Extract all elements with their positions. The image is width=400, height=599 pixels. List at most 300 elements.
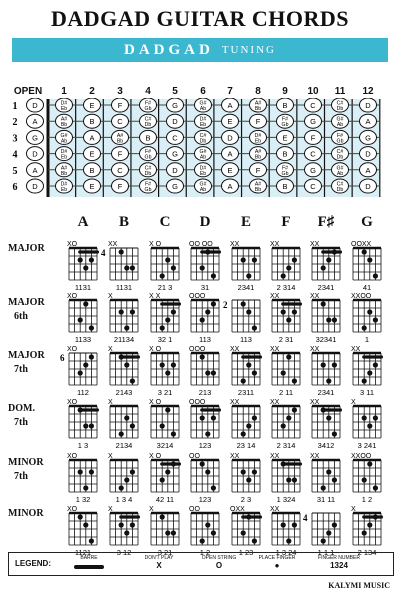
svg-text:F#: F# [144,149,152,156]
svg-text:1: 1 [364,335,370,344]
svg-text:C: C [310,149,316,159]
svg-text:32 1: 32 1 [157,335,173,344]
chord-diagram [270,506,300,557]
svg-text:Ab: Ab [336,170,344,177]
chord-diagram [270,399,300,450]
note-bubble [222,114,239,128]
svg-text:Eb: Eb [60,187,68,193]
note-bubble [332,163,349,177]
svg-text:2: 2 [223,300,228,310]
svg-text:D#: D# [60,181,68,188]
svg-text:Bb: Bb [60,122,68,129]
fret-number: 6 [200,86,206,97]
svg-text:OOO: OOO [189,293,206,300]
row-label: MINOR [8,508,44,519]
svg-text:XO: XO [67,453,78,460]
svg-text:G: G [310,117,316,127]
svg-text:XX: XX [310,241,320,248]
svg-text:E: E [89,101,95,110]
svg-text:X X: X X [149,293,161,300]
note-bubble [195,147,212,161]
svg-text:XX: XX [270,506,280,513]
chord-diagram [108,399,138,450]
svg-text:A: A [365,165,371,175]
string-number: 6 [12,182,18,193]
note-bubble [84,130,101,144]
chord-diagram [270,453,302,504]
chord-diagram [230,346,262,397]
note-bubble [360,114,377,128]
svg-text:Ab: Ab [199,154,207,161]
note-bubble [277,130,294,144]
svg-text:G: G [365,133,371,143]
chord-diagram [230,241,260,292]
svg-text:G: G [172,101,178,110]
svg-text:Db: Db [199,138,207,145]
note-bubble [27,147,44,161]
svg-text:XO: XO [67,241,78,248]
svg-text:A#: A# [254,100,262,107]
string-number: 4 [12,149,18,161]
note-bubble [332,147,349,161]
svg-text:B: B [89,165,95,175]
svg-text:42 11: 42 11 [155,495,175,504]
note-bubble [305,147,322,161]
svg-text:Bb: Bb [60,170,68,177]
svg-text:Gb: Gb [281,122,289,129]
chord-diagram [270,346,300,397]
legend-item: BARRE [64,555,114,569]
brand-label: KALYMI MUSIC [328,581,390,590]
svg-text:F: F [310,133,316,143]
note-bubble [222,147,239,161]
svg-text:D: D [365,182,371,191]
svg-text:D#: D# [254,132,262,139]
note-bubble [250,114,267,128]
svg-text:C: C [310,101,316,110]
note-bubble [360,98,377,112]
chord-diagram [351,293,381,344]
svg-text:XXOO: XXOO [351,293,372,300]
fret-number: 8 [255,86,261,97]
note-bubble [56,114,73,128]
svg-text:D: D [227,133,233,143]
chord-name-a: A [77,214,89,230]
fretboard-diagram [0,98,400,198]
svg-text:XX: XX [230,453,240,460]
svg-text:C: C [172,133,178,143]
chord-diagram [351,241,381,292]
note-bubble [222,163,239,177]
svg-text:XO: XO [67,506,78,513]
chord-diagram [303,513,340,557]
svg-text:G#: G# [336,116,344,123]
note-bubble [112,114,129,128]
chord-diagram [149,399,179,450]
note-bubble [360,163,377,177]
svg-text:2 3: 2 3 [240,495,252,504]
chord-diagram [230,453,260,504]
svg-text:D#: D# [60,100,68,107]
svg-text:1 2: 1 2 [199,548,211,557]
svg-text:XO: XO [67,399,78,406]
svg-text:C: C [117,165,123,175]
svg-text:X O: X O [149,241,162,248]
svg-text:XX: XX [351,346,361,353]
svg-text:B: B [145,133,151,143]
svg-text:F: F [255,117,261,127]
note-bubble [112,179,129,193]
svg-text:E: E [89,149,95,159]
svg-text:21134: 21134 [113,335,135,344]
note-bubble [84,114,101,128]
chord-diagram [108,506,140,557]
svg-text:Ab: Ab [199,187,207,193]
svg-text:Gb: Gb [281,170,289,177]
note-bubble [27,179,44,193]
tuning-banner [12,38,388,62]
chord-diagram [310,241,342,292]
note-bubble [332,130,349,144]
svg-text:XX: XX [310,453,320,460]
svg-text:XX: XX [270,453,280,460]
svg-text:1 3 4: 1 3 4 [115,495,133,504]
chord-diagram [230,506,262,557]
fret-number: 11 [334,86,346,97]
note-bubble [140,163,157,177]
svg-text:C#: C# [336,181,344,188]
chord-diagram [310,399,342,450]
note-bubble [167,147,184,161]
svg-text:F#: F# [281,165,289,172]
note-bubble [112,98,129,112]
svg-text:X: X [351,506,356,513]
chord-diagram [223,300,260,344]
note-bubble [360,130,377,144]
chord-diagram [310,346,340,397]
svg-text:3 12: 3 12 [116,548,132,557]
row-label: MINOR 7th [8,457,44,482]
tuning-name: DADGAD [123,41,214,58]
chord-diagram [60,346,97,397]
chord-diagram [351,506,383,557]
svg-text:X: X [108,293,113,300]
note-bubble [305,179,322,193]
svg-text:D#: D# [60,149,68,156]
note-bubble [27,98,44,112]
note-bubble [167,98,184,112]
note-bubble [56,130,73,144]
chord-diagram [270,293,302,344]
chord-name-f: F [281,214,291,230]
svg-text:D: D [172,165,178,175]
note-bubble [360,147,377,161]
note-bubble [305,114,322,128]
svg-text:F: F [117,101,123,110]
svg-text:Bb: Bb [254,106,262,112]
svg-text:Eb: Eb [60,154,68,161]
svg-text:2 11: 2 11 [278,388,294,397]
chord-name-g: G [361,214,373,230]
svg-text:B: B [89,117,95,127]
note-bubble [140,98,157,112]
row-label: MAJOR [8,243,45,254]
svg-text:1 2: 1 2 [361,495,373,504]
note-bubble [195,114,212,128]
svg-text:C#: C# [144,116,152,123]
svg-text:Eb: Eb [254,138,262,145]
chord-diagram [67,453,97,504]
svg-text:OO: OO [189,453,200,460]
fret-number-header [0,86,400,98]
note-bubble [222,98,239,112]
svg-text:3412: 3412 [317,441,335,450]
row-label: MAJOR 6th [8,297,45,322]
chord-diagram [189,293,219,344]
svg-text:A: A [227,149,233,159]
svg-text:B: B [282,101,288,110]
note-bubble [167,163,184,177]
svg-text:A: A [227,182,233,191]
svg-text:D: D [365,149,371,159]
svg-text:C#: C# [336,149,344,156]
svg-text:X O: X O [149,346,162,353]
svg-text:XXOO: XXOO [351,453,372,460]
note-bubble [195,98,212,112]
chord-name-fsharp: F♯ [317,214,335,230]
svg-text:4: 4 [101,248,106,258]
svg-text:F#: F# [281,116,289,123]
svg-text:A#: A# [60,165,68,172]
svg-text:G#: G# [336,165,344,172]
svg-text:31: 31 [200,283,210,292]
svg-text:A#: A# [254,149,262,156]
svg-text:F#: F# [144,100,152,107]
svg-text:2311: 2311 [237,388,255,397]
svg-text:XX: XX [230,346,240,353]
svg-text:E: E [227,117,233,127]
svg-text:41: 41 [362,283,372,292]
string-number: 3 [12,133,18,145]
svg-text:Gb: Gb [336,138,344,145]
note-bubble [195,163,212,177]
svg-text:Eb: Eb [199,122,207,129]
svg-text:OOO: OOO [189,399,206,406]
note-bubble [332,179,349,193]
svg-text:2 314: 2 314 [276,441,296,450]
svg-text:123: 123 [198,441,212,450]
svg-text:X: X [108,506,113,513]
svg-text:XX: XX [310,346,320,353]
svg-text:X O: X O [149,399,162,406]
svg-text:1 1 1: 1 1 1 [317,548,335,557]
tuning-label: TUNING [221,44,276,56]
svg-text:113: 113 [240,335,252,344]
svg-text:X O: X O [149,453,162,460]
svg-text:4: 4 [303,513,308,523]
svg-text:G: G [172,182,178,191]
svg-text:G: G [32,133,38,143]
svg-text:C#: C# [144,165,152,172]
fret-number: 3 [117,86,123,97]
svg-text:Ab: Ab [336,122,344,129]
svg-text:1131: 1131 [74,283,92,292]
note-bubble [112,147,129,161]
note-bubble [305,130,322,144]
svg-text:B: B [282,182,288,191]
note-bubble [140,114,157,128]
svg-text:G#: G# [199,181,207,188]
note-bubble [84,147,101,161]
chord-diagram [149,293,181,344]
chord-diagram [351,346,383,397]
svg-text:E: E [89,182,95,191]
svg-text:1 3 24: 1 3 24 [275,548,297,557]
note-bubble [250,130,267,144]
string-number: 5 [12,165,18,177]
note-bubble [360,179,377,193]
svg-text:F: F [117,182,123,191]
svg-text:Gb: Gb [144,187,152,193]
chord-diagram [310,453,340,504]
chord-diagram [149,506,179,557]
note-bubble [167,179,184,193]
svg-text:XX: XX [230,241,240,248]
svg-text:A: A [227,101,233,110]
svg-text:Db: Db [336,154,344,161]
chord-diagram [351,453,381,504]
note-bubble [305,98,322,112]
note-bubble [84,163,101,177]
note-bubble [84,179,101,193]
svg-text:E: E [282,133,288,143]
svg-text:A: A [89,133,95,143]
svg-text:Bb: Bb [254,154,262,161]
note-bubble [332,98,349,112]
svg-text:D: D [365,101,371,110]
svg-text:32341: 32341 [315,335,337,344]
svg-text:A#: A# [116,132,124,139]
svg-text:XX: XX [270,241,280,248]
fret-number: 7 [227,86,233,97]
svg-text:1 324: 1 324 [276,495,296,504]
note-bubble [167,130,184,144]
svg-text:6: 6 [60,353,65,363]
svg-text:2143: 2143 [115,388,133,397]
note-bubble [277,98,294,112]
svg-text:A#: A# [254,181,262,188]
note-bubble [305,163,322,177]
chord-diagram [310,293,340,344]
note-bubble [277,114,294,128]
chord-diagram [108,346,140,397]
note-bubble [84,98,101,112]
chord-diagram [270,241,300,292]
svg-text:Ab: Ab [199,106,207,112]
fret-number: 2 [89,86,95,97]
fret-number: 4 [145,86,151,97]
svg-text:F: F [117,149,123,159]
fret-number: 10 [307,86,319,97]
svg-text:213: 213 [198,388,212,397]
note-bubble [277,179,294,193]
chord-diagram [67,399,99,450]
svg-text:X: X [108,453,113,460]
chord-diagram [230,399,260,450]
row-label: MAJOR 7th [8,350,45,375]
svg-text:XX: XX [230,399,240,406]
svg-text:1 3: 1 3 [77,441,89,450]
svg-text:2 134: 2 134 [357,548,377,557]
svg-text:Ab: Ab [60,138,68,145]
note-bubble [195,179,212,193]
svg-text:Db: Db [336,106,344,112]
note-bubble [250,179,267,193]
svg-text:Bb: Bb [116,138,124,145]
svg-text:B: B [282,149,288,159]
chord-name-header [0,212,400,234]
svg-text:2 31: 2 31 [278,335,294,344]
svg-text:3 241: 3 241 [357,441,377,450]
chord-diagram [189,506,219,557]
svg-text:OOO: OOO [189,346,206,353]
legend-label: LEGEND: [15,559,51,568]
svg-text:A: A [365,117,371,127]
svg-text:G#: G# [199,100,207,107]
svg-text:3214: 3214 [156,441,174,450]
svg-text:D: D [32,149,38,159]
svg-text:X: X [108,346,113,353]
svg-text:E: E [227,165,233,175]
note-bubble [167,114,184,128]
svg-text:XX: XX [270,346,280,353]
svg-text:2341: 2341 [317,388,335,397]
chord-name-b: B [118,214,130,230]
open-label: OPEN [13,86,43,97]
note-bubble [27,130,44,144]
legend-item: FINGER NUMBER 1324 [318,555,360,570]
svg-text:XX: XX [108,241,118,248]
svg-text:Gb: Gb [144,106,152,112]
svg-text:D#: D# [199,165,207,172]
chord-name-e: E [240,214,252,230]
svg-text:Db: Db [144,122,152,129]
svg-text:X: X [351,399,356,406]
svg-text:Eb: Eb [199,170,207,177]
fret-number: 9 [282,86,288,97]
svg-text:2341: 2341 [237,283,255,292]
svg-text:3 11: 3 11 [359,388,375,397]
svg-text:A: A [32,117,38,127]
svg-text:OXX: OXX [230,506,245,513]
note-bubble [140,147,157,161]
note-bubble [195,130,212,144]
note-bubble [27,114,44,128]
chord-diagram [108,453,138,504]
svg-text:3 21: 3 21 [157,388,173,397]
svg-text:2 314: 2 314 [276,283,296,292]
svg-text:XO: XO [67,293,78,300]
svg-text:C: C [117,117,123,127]
page-title: DADGAD GUITAR CHORDS [50,6,350,31]
chord-diagram [101,241,138,292]
chord-diagram [189,241,221,292]
note-bubble [112,130,129,144]
note-bubble [250,98,267,112]
legend-item: OPEN STRING O [201,555,237,570]
svg-text:Gb: Gb [144,154,152,161]
chord-diagram [67,506,97,557]
